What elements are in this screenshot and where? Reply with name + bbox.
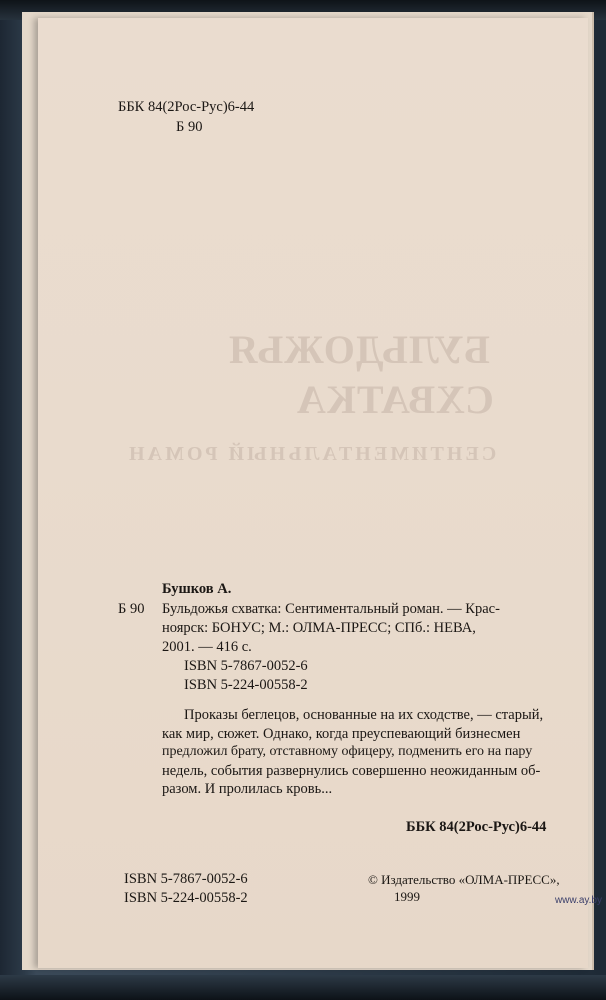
- title-verso-page: [38, 18, 588, 968]
- cover-bottom-edge: [0, 975, 606, 1000]
- show-through-subtitle: СЕНТИМЕНТАЛЬНЫЙ РОМАН: [126, 443, 497, 465]
- catalog-line-1: Бульдожья схватка: Сентиментальный роман. — Крас-: [162, 601, 500, 617]
- footer-isbn-1: ISBN 5-7867-0052-6: [124, 871, 248, 887]
- catalog-line-2: ноярск: БОНУС; М.: ОЛМА-ПРЕСС; СПб.: НЕВА,: [162, 620, 476, 636]
- bbk-top: ББК 84(2Рос-Рус)6-44: [118, 99, 255, 115]
- catalog-line-3: 2001. — 416 с.: [162, 639, 252, 655]
- show-through-title-1: БУЛЬДОЖЬЯ: [228, 327, 490, 372]
- annotation-line-1: Проказы беглецов, основанные на их сходстве, — старый,: [184, 707, 544, 723]
- code-top: Б 90: [176, 119, 203, 135]
- bbk-bottom: ББК 84(2Рос-Рус)6-44: [406, 819, 547, 835]
- copyright-line-2: 1999: [394, 889, 420, 904]
- isbn-2: ISBN 5-224-00558-2: [184, 677, 308, 693]
- author: Бушков А.: [162, 581, 232, 597]
- annotation-line-2: как мир, сюжет. Однако, когда преуспевающий бизнесмен: [162, 726, 521, 742]
- annotation-line-4: недель, события развернулись совершенно неожиданным об-: [162, 763, 541, 779]
- isbn-1: ISBN 5-7867-0052-6: [184, 658, 308, 674]
- copyright-line-1: © Издательство «ОЛМА-ПРЕСС»,: [368, 872, 560, 887]
- show-through-title-2: СХВАТКА: [296, 377, 494, 422]
- footer-isbn-2: ISBN 5-224-00558-2: [124, 890, 248, 906]
- annotation-line-5: разом. И пролилась кровь...: [162, 781, 333, 797]
- annotation-line-3: предложил брату, отставному офицеру, подменить его на пару: [162, 744, 533, 759]
- site-watermark: www.ay.by: [554, 895, 602, 906]
- catalog-code: Б 90: [118, 601, 145, 617]
